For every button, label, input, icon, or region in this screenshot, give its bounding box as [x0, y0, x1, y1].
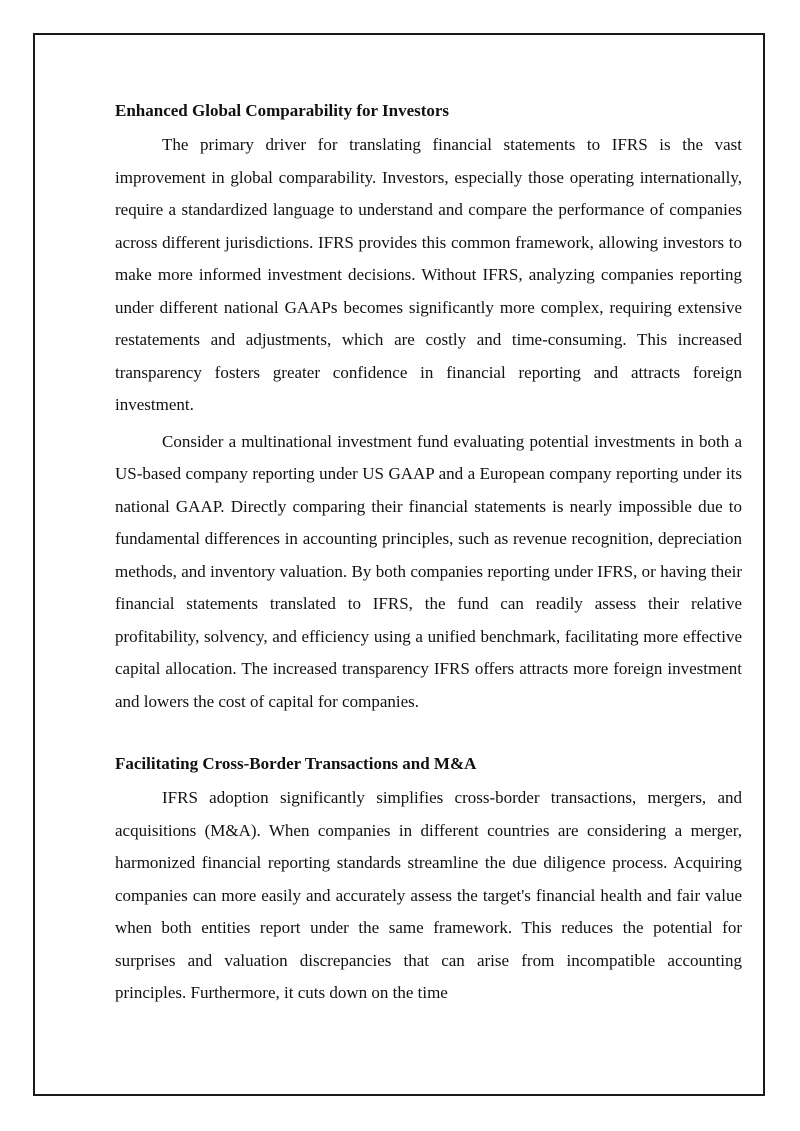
section-cross-border-transactions	[115, 751, 742, 1010]
body-paragraph: The primary driver for translating financial statements to IFRS is the vast improvement in global comparability. Investors, especially those operating internationally, require a standardized language to understand and compare the performance of companies across different jurisdictions. IFRS provides this common framework, allowing investors to make more informed investment decisions. Without IFRS, analyzing companies reporting under different national GAAPs becomes significantly more complex, requiring extensive restatements and adjustments, which are costly and time-consuming. This increased transparency fosters greater confidence in financial reporting and attracts foreign investment.	[115, 135, 742, 414]
body-paragraph: IFRS adoption significantly simplifies cross-border transactions, mergers, and acquisitions (M&A). When companies in different countries are considering a merger, harmonized financial reporting standards streamline the due diligence process. Acquiring companies can more easily and accurately assess the target's financial health and fair value when both entities report under the same framework. This reduces the potential for surprises and valuation discrepancies that can arise from incompatible accounting principles. Furthermore, it cuts down on the time	[115, 788, 742, 1002]
section-heading: Facilitating Cross-Border Transactions and M&A	[115, 754, 477, 773]
body-paragraph: Consider a multinational investment fund evaluating potential investments in both a US-based company reporting under US GAAP and a European company reporting under its national GAAP. Directly comparing their financial statements is nearly impossible due to fundamental differences in accounting principles, such as revenue recognition, depreciation methods, and inventory valuation. By both companies reporting under IFRS, or having their financial statements translated to IFRS, the fund can readily assess their relative profitability, solvency, and efficiency using a unified benchmark, facilitating more effective capital allocation. The increased transparency IFRS offers attracts more foreign investment and lowers the cost of capital for companies.	[115, 431, 742, 711]
document-body	[115, 98, 742, 1010]
section-heading: Enhanced Global Comparability for Investors	[115, 101, 450, 120]
section-global-comparability	[115, 98, 742, 718]
